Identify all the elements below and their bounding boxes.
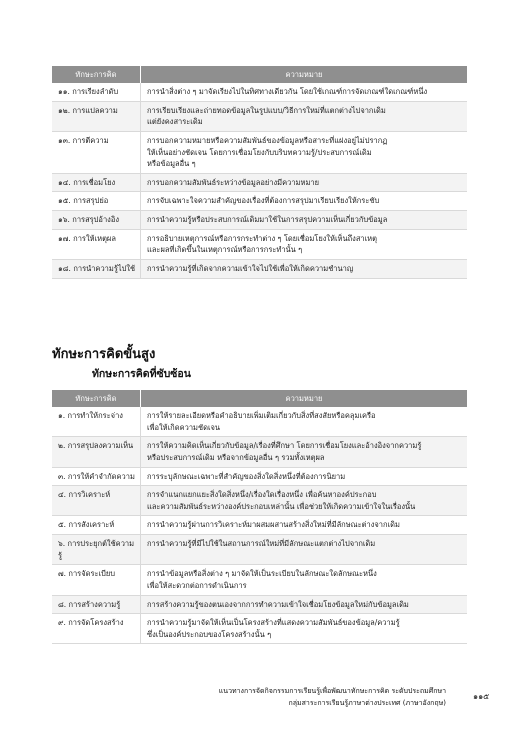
section-heading: ทักษะการคิดขั้นสูง (52, 347, 156, 362)
skill-name-cell: ๓. การให้คำจำกัดความ (52, 467, 141, 486)
skill-name-cell: ๑๘. การนำความรู้ไปใช้ (52, 259, 141, 278)
meaning-line: และผลที่เกิดขึ้นในเหตุการณ์หรือการกระทำนั้น ๆ (147, 245, 303, 255)
table-row (52, 614, 467, 644)
meaning-line: การนำสิ่งต่าง ๆ มาจัดเรียงไปในทิศทางเดียวกัน โดยใช้เกณฑ์การจัดเกณฑ์ใดเกณฑ์หนึ่ง (147, 87, 428, 96)
meaning-line: การนำความรู้หรือประสบการณ์เดิมมาใช้ในการสรุปความเห็นเกี่ยวกับข้อมูล (147, 215, 388, 224)
meaning-line: การจับเฉพาะใจความสำคัญของเรื่องที่ต้องการสรุปมาเรียบเรียงให้กระชับ (147, 196, 380, 206)
table-row (52, 565, 467, 595)
skill-name-cell: ๑๔. การเชื่อมโยง (52, 173, 141, 192)
thinking-skills-table-1 (52, 66, 467, 279)
skill-meaning-cell (141, 407, 468, 437)
table-row (52, 437, 467, 467)
meaning-line: และความสัมพันธ์ระหว่างองค์ประกอบเหล่านั้น เพื่อช่วยให้เกิดความเข้าใจในเรื่องนั้น (147, 501, 416, 511)
meaning-line: การนำข้อมูลหรือสิ่งต่าง ๆ มาจัดให้เป็นระเบียบในลักษณะใดลักษณะหนึ่ง (147, 569, 377, 579)
meaning-line: การบอกความหมายหรือความสัมพันธ์ของข้อมูลหรือสาระที่แฝงอยู่ไม่ปรากฏ (147, 135, 388, 145)
meaning-line: แต่ยังคงสาระเดิม (147, 117, 203, 127)
skill-name-cell: ๑๗. การให้เหตุผล (52, 229, 141, 259)
meaning-line: การจำแนกแยกแยะสิ่งใดสิ่งหนึ่ง/เรื่องใดเรื่องหนึ่ง เพื่อค้นหาองค์ประกอบ (147, 490, 377, 500)
meaning-line: การให้รายละเอียดหรือคำอธิบายเพิ่มเติมเกี่ยวกับสิ่งที่สงสัยหรือคลุมเครือ (147, 411, 376, 420)
skill-meaning-cell (141, 192, 468, 211)
skill-meaning-cell (141, 173, 468, 192)
table-row (52, 101, 467, 131)
meaning-line: การนำความรู้ที่เกิดจากความเข้าใจไปใช้เพื่อให้เกิดความชำนาญ (147, 263, 354, 273)
table-row (52, 486, 467, 516)
meaning-line: ให้เห็นอย่างชัดเจน โดยการเชื่อมโยงกับบริบทความรู้/ประสบการณ์เดิม (147, 147, 372, 157)
skill-name-cell: ๘. การสร้างความรู้ (52, 595, 141, 614)
skill-meaning-cell (141, 516, 468, 535)
table-row (52, 407, 467, 437)
skill-name-cell: ๒. การสรุปลงความเห็น (52, 437, 141, 467)
table-header-row (52, 66, 467, 83)
skill-name-cell: ๑. การทำให้กระจ่าง (52, 407, 141, 437)
skill-meaning-cell (141, 535, 468, 565)
footer-title: แนวทางการจัดกิจกรรมการเรียนรู้เพื่อพัฒนาทักษะการคิด ระดับประถมศึกษา (218, 687, 446, 695)
skill-meaning-cell (141, 83, 468, 101)
table-row (52, 535, 467, 565)
column-header-meaning: ความหมาย (141, 66, 468, 83)
skill-name-cell: ๑๒. การแปลความ (52, 101, 141, 131)
skill-name-cell: ๗. การจัดระเบียบ (52, 565, 141, 595)
table-row (52, 83, 467, 101)
meaning-line: หรือข้อมูลอื่น ๆ (147, 159, 196, 169)
skill-name-cell: ๑๑. การเรียงลำดับ (52, 83, 141, 101)
skill-meaning-cell (141, 486, 468, 516)
meaning-line: ซึ่งเป็นองค์ประกอบของโครงสร้างนั้น ๆ (147, 629, 272, 639)
section-subheading: ทักษะการคิดที่ซับซ้อน (92, 368, 191, 380)
table-row (52, 173, 467, 192)
thinking-skills-table-2 (52, 390, 467, 644)
table-row (52, 467, 467, 486)
meaning-line: เพื่อให้สะดวกต่อการดำเนินการ (147, 580, 247, 590)
table-header-row (52, 390, 467, 407)
meaning-line: การนำความรู้ที่มีไปใช้ในสถานการณ์ใหม่ที่มีลักษณะแตกต่างไปจากเดิม (147, 539, 376, 548)
table-row (52, 229, 467, 259)
meaning-line: การนำความรู้มาจัดให้เห็นเป็นโครงสร้างที่แสดงความสัมพันธ์ของข้อมูล/ความรู้ (147, 618, 400, 628)
skill-meaning-cell (141, 467, 468, 486)
skill-name-cell: ๔. การวิเคราะห์ (52, 486, 141, 516)
skill-meaning-cell (141, 101, 468, 131)
meaning-line: การสร้างความรู้ของตนเองจากการทำความเข้าใจเชื่อมโยงข้อมูลใหม่กับข้อมูลเดิม (147, 599, 409, 609)
column-header-skill: ทักษะการคิด (52, 66, 141, 83)
skill-meaning-cell (141, 211, 468, 230)
table-row (52, 192, 467, 211)
meaning-line: เพื่อให้เกิดความชัดเจน (147, 422, 221, 432)
skill-name-cell: ๑๓. การตีความ (52, 131, 141, 173)
meaning-line: การบอกความสัมพันธ์ระหว่างข้อมูลอย่างมีความหมาย (147, 177, 319, 187)
meaning-line: การให้ความคิดเห็นเกี่ยวกับข้อมูล/เรื่องที่ศึกษา โดยการเชื่อมโยงและอ้างอิงจากความรู้ (147, 441, 422, 451)
table-row (52, 595, 467, 614)
skill-meaning-cell (141, 595, 468, 614)
footer-subtitle: กลุ่มสาระการเรียนรู้ภาษาต่างประเทศ (ภาษาอังกฤษ) (288, 699, 446, 707)
skill-meaning-cell (141, 229, 468, 259)
skill-name-cell: ๕. การสังเคราะห์ (52, 516, 141, 535)
meaning-line: การระบุลักษณะเฉพาะที่สำคัญของสิ่งใดสิ่งหนึ่งที่ต้องการนิยาม (147, 471, 346, 481)
skill-meaning-cell (141, 259, 468, 278)
skill-name-cell: ๑๖. การสรุปอ้างอิง (52, 211, 141, 230)
meaning-line: การอธิบายเหตุการณ์หรือการกระทำต่าง ๆ โดยเชื่อมโยงให้เห็นถึงสาเหตุ (147, 233, 377, 243)
table-row (52, 131, 467, 173)
column-header-skill: ทักษะการคิด (52, 390, 141, 407)
page-number: ๑๑๕ (473, 692, 490, 701)
table-row (52, 259, 467, 278)
meaning-line: หรือประสบการณ์เดิม หรือจากข้อมูลอื่น ๆ รวมทั้งเหตุผล (147, 452, 325, 462)
skill-meaning-cell (141, 565, 468, 595)
table-row (52, 516, 467, 535)
meaning-line: การนำความรู้ผ่านการวิเคราะห์มาผสมผสานสร้างสิ่งใหม่ที่มีลักษณะต่างจากเดิม (147, 520, 400, 530)
skill-meaning-cell (141, 614, 468, 644)
meaning-line: การเรียบเรียงและถ่ายทอดข้อมูลในรูปแบบ/วิธีการใหม่ที่แตกต่างไปจากเดิม (147, 105, 386, 115)
column-header-meaning: ความหมาย (141, 390, 468, 407)
table-row (52, 211, 467, 230)
skill-name-cell: ๙. การจัดโครงสร้าง (52, 614, 141, 644)
skill-meaning-cell (141, 437, 468, 467)
skill-meaning-cell (141, 131, 468, 173)
skill-name-cell: ๑๕. การสรุปย่อ (52, 192, 141, 211)
skill-name-cell: ๖. การประยุกต์ใช้ความรู้ (52, 535, 141, 565)
